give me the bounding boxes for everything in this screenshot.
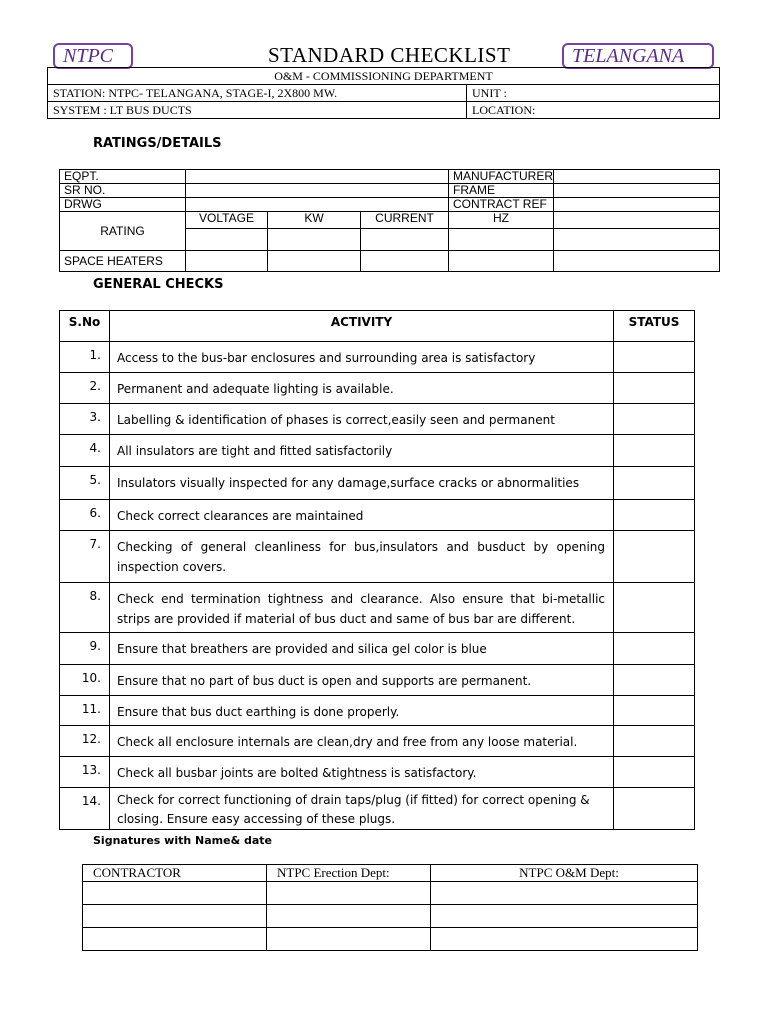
contractor-label: CONTRACTOR (83, 865, 267, 882)
space-heaters-label: SPACE HEATERS (60, 251, 186, 272)
signatures-heading: Signatures with Name& date (93, 834, 273, 847)
sr-no-value (186, 184, 449, 198)
eqpt-label: EQPT. (60, 170, 186, 184)
row-activity: All insulators are tight and fitted satisfactorily (110, 435, 614, 467)
table-row (60, 788, 695, 830)
row-sno: 2. (60, 373, 110, 404)
contractor-sign-1 (83, 882, 267, 905)
ratings-table (59, 169, 720, 272)
frame-value (554, 184, 720, 198)
row-status (614, 788, 695, 830)
page-title: STANDARD CHECKLIST (268, 43, 511, 67)
table-row (60, 373, 695, 404)
om-dept-label: NTPC O&M Dept: (431, 865, 698, 882)
manufacturer-label: MANUFACTURER (449, 170, 554, 184)
row-status (614, 500, 695, 531)
table-row (60, 726, 695, 757)
row-activity: Insulators visually inspected for any damage,surface cracks or abnormalities (110, 467, 614, 500)
row-status (614, 404, 695, 435)
station-cell: STATION: NTPC- TELANGANA, STAGE-I, 2X800 MW. (48, 85, 467, 102)
row-status (614, 435, 695, 467)
general-checks-table (59, 310, 695, 830)
row-status (614, 531, 695, 583)
row-activity: Ensure that bus duct earthing is done properly. (110, 696, 614, 726)
table-row (60, 583, 695, 633)
row-sno: 9. (60, 633, 110, 665)
table-row (60, 342, 695, 373)
col-status-header: STATUS (614, 311, 695, 342)
row-status (614, 583, 695, 633)
header-info-table (47, 67, 720, 119)
contract-ref-label: CONTRACT REF (449, 198, 554, 212)
row-activity: Check for correct functioning of drain taps/plug (if fitted) for correct opening & closing. Ensure easy accessing of these plugs. (110, 788, 614, 830)
ratings-heading: RATINGS/DETAILS (93, 136, 222, 151)
hz-label: HZ (449, 212, 554, 229)
rating-label: RATING (60, 212, 186, 251)
erection-dept-label: NTPC Erection Dept: (267, 865, 431, 882)
row-status (614, 757, 695, 788)
kw-label: KW (268, 212, 361, 229)
row-sno: 5. (60, 467, 110, 500)
table-row (60, 467, 695, 500)
rating-extra-value (554, 228, 720, 250)
row-status (614, 665, 695, 696)
table-row (60, 404, 695, 435)
system-cell: SYSTEM : LT BUS DUCTS (48, 102, 467, 119)
row-status (614, 633, 695, 665)
voltage-label: VOLTAGE (186, 212, 268, 229)
telangana-logo (562, 43, 714, 69)
contractor-sign-3 (83, 928, 267, 951)
row-sno: 1. (60, 342, 110, 373)
row-sno: 13. (60, 757, 110, 788)
space-heaters-v4 (449, 251, 554, 272)
om-sign-2 (431, 905, 698, 928)
hz-value (449, 228, 554, 250)
contractor-sign-2 (83, 905, 267, 928)
unit-cell: UNIT : (467, 85, 720, 102)
row-status (614, 696, 695, 726)
space-heaters-v2 (268, 251, 361, 272)
col-activity-header: ACTIVITY (110, 311, 614, 342)
row-sno: 10. (60, 665, 110, 696)
row-status (614, 342, 695, 373)
location-cell: LOCATION: (467, 102, 720, 119)
rating-extra-cell (554, 212, 720, 229)
row-sno: 4. (60, 435, 110, 467)
row-activity: Permanent and adequate lighting is available. (110, 373, 614, 404)
table-row (60, 665, 695, 696)
table-row (60, 435, 695, 467)
row-status (614, 373, 695, 404)
manufacturer-value (554, 170, 720, 184)
table-row (60, 500, 695, 531)
row-status (614, 726, 695, 757)
row-activity: Ensure that breathers are provided and silica gel color is blue (110, 633, 614, 665)
current-value (361, 228, 449, 250)
row-sno: 14. (60, 788, 110, 830)
row-activity: Check correct clearances are maintained (110, 500, 614, 531)
drwg-label: DRWG (60, 198, 186, 212)
row-activity: Checking of general cleanliness for bus,insulators and busduct by opening inspection covers. (110, 531, 614, 583)
row-activity: Check all busbar joints are bolted &tightness is satisfactory. (110, 757, 614, 788)
row-activity: Check end termination tightness and clearance. Also ensure that bi-metallic strips are provided if material of bus duct and same of bus bar are different. (110, 583, 614, 633)
row-sno: 11. (60, 696, 110, 726)
ntpc-logo-text: NTPC (63, 45, 114, 67)
table-row (60, 757, 695, 788)
ntpc-logo (53, 43, 133, 69)
row-sno: 3. (60, 404, 110, 435)
row-sno: 7. (60, 531, 110, 583)
space-heaters-v3 (361, 251, 449, 272)
general-checks-heading: GENERAL CHECKS (93, 277, 224, 292)
contract-ref-value (554, 198, 720, 212)
space-heaters-v5 (554, 251, 720, 272)
table-row (60, 696, 695, 726)
row-sno: 8. (60, 583, 110, 633)
sr-no-label: SR NO. (60, 184, 186, 198)
space-heaters-v1 (186, 251, 268, 272)
om-sign-1 (431, 882, 698, 905)
current-label: CURRENT (361, 212, 449, 229)
om-sign-3 (431, 928, 698, 951)
kw-value (268, 228, 361, 250)
telangana-logo-text: TELANGANA (572, 45, 685, 67)
table-row (60, 531, 695, 583)
row-activity: Ensure that no part of bus duct is open and supports are permanent. (110, 665, 614, 696)
row-status (614, 467, 695, 500)
erection-sign-3 (267, 928, 431, 951)
col-sno-header: S.No (60, 311, 110, 342)
erection-sign-2 (267, 905, 431, 928)
voltage-value (186, 228, 268, 250)
row-sno: 12. (60, 726, 110, 757)
row-activity: Check all enclosure internals are clean,dry and free from any loose material. (110, 726, 614, 757)
erection-sign-1 (267, 882, 431, 905)
table-row (60, 633, 695, 665)
signatures-table (82, 864, 698, 951)
row-activity: Access to the bus-bar enclosures and surrounding area is satisfactory (110, 342, 614, 373)
row-activity: Labelling & identification of phases is correct,easily seen and permanent (110, 404, 614, 435)
frame-label: FRAME (449, 184, 554, 198)
row-sno: 6. (60, 500, 110, 531)
department-cell: O&M - COMMISSIONING DEPARTMENT (48, 68, 720, 85)
eqpt-value (186, 170, 449, 184)
drwg-value (186, 198, 449, 212)
